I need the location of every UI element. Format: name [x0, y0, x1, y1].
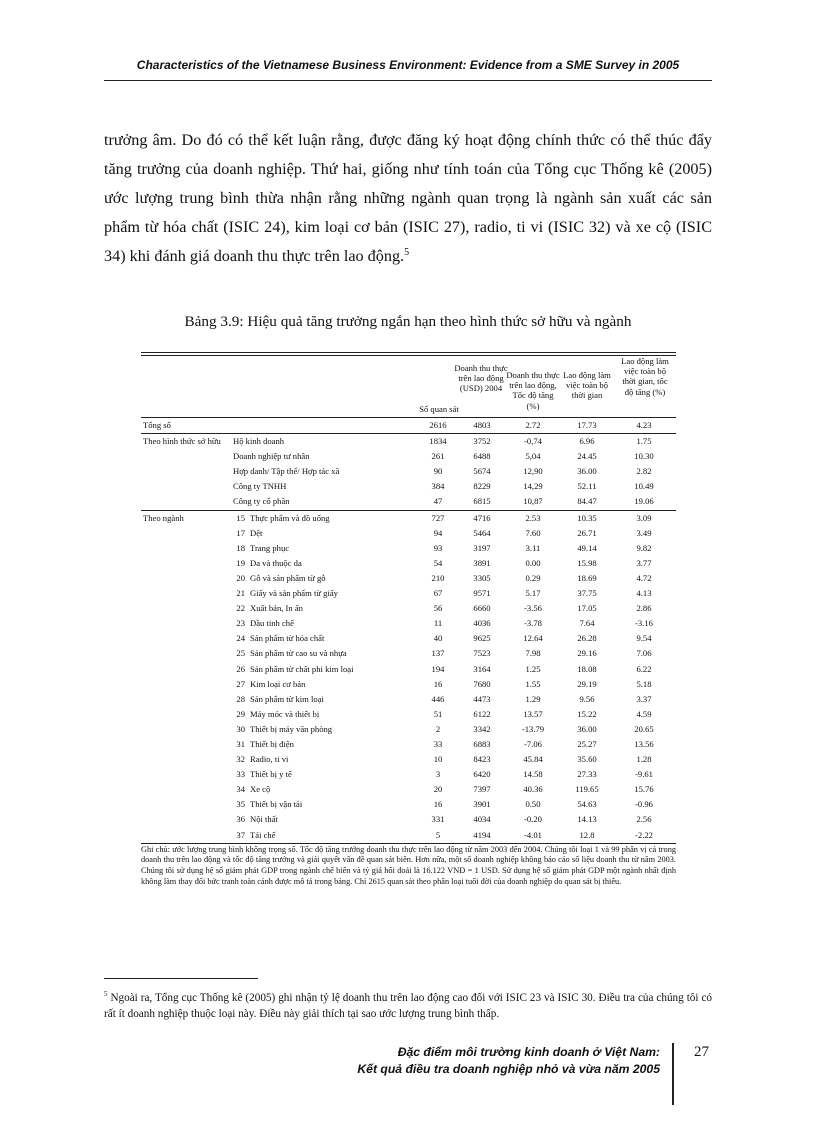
cell-rev: 3891: [473, 557, 491, 568]
cell-labor-growth: 5.18: [636, 678, 652, 689]
row-label: Máy móc và thiết bị: [250, 708, 320, 719]
table-row: [141, 737, 676, 752]
isic-code: 15: [236, 512, 245, 523]
table-row: [141, 449, 676, 464]
cell-rev: 3901: [473, 799, 491, 810]
table-top-rule: [141, 352, 676, 353]
cell-rev: 6815: [473, 496, 491, 507]
cell-rev: 4194: [473, 829, 491, 840]
header-rule: [104, 80, 712, 81]
cell-labor: 15.98: [577, 557, 597, 568]
row-label: Radio, ti vi: [250, 754, 289, 765]
running-footer: [300, 1044, 660, 1078]
cell-labor: 27.33: [577, 769, 597, 780]
table-row: [141, 722, 676, 737]
table-row: [141, 526, 676, 541]
cell-rev: 4803: [473, 420, 491, 430]
cell-labor-growth: 9.82: [636, 542, 652, 553]
cell-labor: 18.69: [577, 572, 597, 583]
cell-rev: 6660: [473, 603, 491, 614]
table-row: [141, 616, 676, 631]
cell-n: 94: [433, 527, 443, 538]
isic-code: 20: [236, 572, 245, 583]
cell-n: 5: [435, 829, 441, 840]
cell-n: 16: [433, 799, 443, 810]
cell-growth: -3.78: [524, 618, 542, 629]
cell-rev: 5674: [473, 466, 491, 477]
row-label: Trang phục: [250, 542, 290, 553]
isic-code: 31: [236, 738, 245, 749]
cell-n: 54: [433, 557, 443, 568]
cell-labor-growth: 10.30: [634, 451, 654, 462]
table-row: [141, 812, 676, 827]
cell-labor: 26.71: [577, 527, 597, 538]
cell-growth: -0.20: [524, 814, 542, 825]
row-label: Sản phẩm từ kim loại: [250, 693, 324, 704]
table-row: [141, 434, 676, 449]
cell-labor-growth: 1.28: [636, 754, 652, 765]
cell-n: 51: [433, 708, 443, 719]
cell-labor-growth: 15.76: [634, 784, 654, 795]
cell-rev: 6420: [473, 769, 491, 780]
cell-n: 194: [431, 663, 445, 674]
cell-labor: 15.22: [577, 708, 597, 719]
cell-rev: 5464: [473, 527, 491, 538]
table-row: [141, 556, 676, 571]
isic-code: 28: [236, 693, 245, 704]
footnote: [104, 991, 712, 1022]
cell-labor-growth: 3.09: [636, 512, 652, 523]
table-row: [141, 767, 676, 782]
table-row: [141, 464, 676, 479]
cell-n: 210: [431, 572, 445, 583]
cell-growth: 3.11: [525, 542, 541, 553]
cell-labor: 17.73: [577, 420, 597, 430]
header-labor-growth: Lao động làm việc toàn bộ thời gian, tốc độ tăng (%): [621, 356, 669, 397]
isic-code: 32: [236, 754, 245, 765]
cell-n: 20: [433, 784, 443, 795]
cell-growth: 10,87: [523, 496, 543, 507]
cell-n: 261: [431, 451, 445, 462]
cell-n: 1834: [429, 436, 447, 447]
cell-growth: 12,90: [523, 466, 543, 477]
row-label: Hợp danh/ Tập thể/ Hợp tác xã: [233, 466, 340, 477]
cell-labor-growth: 6.22: [636, 663, 652, 674]
cell-labor: 12.8: [579, 829, 595, 840]
cell-labor-growth: -2.22: [635, 829, 653, 840]
cell-labor-growth: -0.96: [635, 799, 653, 810]
page-number: 27: [694, 1044, 709, 1060]
cell-rev: 6488: [473, 451, 491, 462]
cell-growth: 0.29: [525, 572, 541, 583]
cell-rev: 4036: [473, 618, 491, 629]
header-labor-total: Lao động làm việc toàn bộ thời gian: [563, 370, 611, 401]
cell-labor-growth: 19.06: [634, 496, 654, 507]
header-rev-growth: Doanh thu thực trên lao động, Tốc độ tăng (%): [506, 370, 560, 411]
cell-rev: 8423: [473, 754, 491, 765]
row-label: Thiết bị điện: [250, 738, 294, 749]
cell-labor-growth: 9.54: [636, 633, 652, 644]
total-row: [141, 418, 676, 433]
cell-rev: 7397: [473, 784, 491, 795]
isic-code: 37: [236, 829, 245, 840]
cell-labor: 17.05: [577, 603, 597, 614]
running-header: Characteristics of the Vietnamese Business Environment: Evidence from a SME Survey in 2005: [136, 58, 680, 72]
cell-growth: -0,74: [524, 436, 542, 447]
cell-growth: 5,04: [525, 451, 541, 462]
isic-code: 21: [236, 588, 245, 599]
isic-code: 19: [236, 557, 245, 568]
row-label: Sản phẩm từ hóa chất: [250, 633, 325, 644]
cell-growth: 45.84: [523, 754, 543, 765]
table-row: [141, 479, 676, 494]
footnote-text: Ngoài ra, Tổng cục Thống kê (2005) ghi nhận tỷ lệ doanh thu trên lao động cao đối với ISIC 23 và ISIC 30. Điều tra của chúng tôi có rất ít doanh nghiệp thuộc loại này. Điều này giải thích tại sao ước lượng trung bình thấp.: [104, 992, 713, 1020]
cell-n: 56: [433, 603, 443, 614]
cell-labor-growth: 4.13: [636, 588, 652, 599]
cell-n: 10: [433, 754, 443, 765]
isic-code: 36: [236, 814, 245, 825]
cell-n: 11: [433, 618, 443, 629]
table-row: [141, 541, 676, 556]
row-label: Sản phẩm từ cao su và nhựa: [250, 648, 347, 659]
cell-labor-growth: 1.75: [636, 436, 652, 447]
cell-growth: 7.98: [525, 648, 541, 659]
group-label: Theo ngành: [143, 512, 184, 523]
cell-rev: 8229: [473, 481, 491, 492]
cell-n: 16: [433, 678, 443, 689]
cell-n: 384: [431, 481, 445, 492]
cell-growth: 1.55: [525, 678, 541, 689]
cell-rev: 7523: [473, 648, 491, 659]
cell-rev: 7680: [473, 678, 491, 689]
row-label: Xuất bản, In ấn: [250, 603, 303, 614]
isic-code: 25: [236, 648, 245, 659]
body-paragraph-text: trưởng âm. Do đó có thể kết luận rằng, được đăng ký hoạt động chính thức có thể thúc đẩy tăng trưởng của doanh nghiệp. Thứ hai, giống như tính toán của Tổng cục Thống kê (2005) ước lượng trung bình thừa nhận rằng những ngành quan trọng là ngành sản xuất các sản phẩm từ hóa chất (ISIC 24), kim loại cơ bản (ISIC 27), radio, ti vi (ISIC 32) và xe cộ (ISIC 34) khi đánh giá doanh thu thực trên lao động.: [104, 131, 712, 265]
cell-labor: 35.60: [577, 754, 597, 765]
cell-labor-growth: 13.56: [634, 738, 654, 749]
cell-n: 331: [431, 814, 445, 825]
cell-n: 90: [433, 466, 443, 477]
cell-rev: 3164: [473, 663, 491, 674]
table-row: [141, 646, 676, 661]
cell-n: 47: [433, 496, 443, 507]
isic-code: 18: [236, 542, 245, 553]
table-row: [141, 586, 676, 601]
cell-growth: 14.58: [523, 769, 543, 780]
cell-labor: 119.65: [575, 784, 599, 795]
footnote-ref[interactable]: 5: [404, 247, 410, 258]
cell-labor: 54.63: [577, 799, 597, 810]
cell-labor: 36.00: [577, 723, 597, 734]
table-row: [141, 782, 676, 797]
table-note: Ghi chú: ước lượng trung bình không trọng số. Tốc độ tăng trưởng doanh thu thực trên lao động từ năm 2003 đến 2004. Chúng tôi loại 1 và 99 phân vị cả trong doanh thu trên lao động và tốc độ tăng trưởng và giải quyết vấn đề quan sát biên. Hơn nữa, một số doanh nghiệp không báo cáo số liệu doanh thu từ năm 2003. Chúng tôi sử dụng hệ số giảm phát GDP trong ngành chế biến và tỷ giá hối đoái là 16.122 VNĐ = 1 USD. Sử dụng hệ số giảm phát GDP một ngành nhất định không làm thay đổi bức tranh toàn cảnh được mô tả trong bảng. Chỉ 2615 quan sát theo phân loại tuổi đời của doanh nghiệp do quan sát bị thiếu.: [141, 844, 676, 886]
row-label: Sản phẩm từ chất phi kim loại: [250, 663, 354, 674]
cell-labor: 10.35: [577, 512, 597, 523]
cell-labor: 26.28: [577, 633, 597, 644]
cell-rev: 4034: [473, 814, 491, 825]
cell-labor-growth: 2.82: [636, 466, 652, 477]
row-label: Nội thất: [250, 814, 278, 825]
table-row: [141, 662, 676, 677]
cell-rev: 4716: [473, 512, 491, 523]
cell-labor: 84.47: [577, 496, 597, 507]
cell-n: 2616: [429, 420, 447, 430]
footer-bar: [672, 1043, 674, 1105]
cell-labor: 7.64: [579, 618, 595, 629]
cell-labor: 37.75: [577, 588, 597, 599]
cell-growth: 7.60: [525, 527, 541, 538]
cell-labor-growth: 2.86: [636, 603, 652, 614]
row-label: Thiết bị y tế: [250, 769, 292, 780]
cell-labor: 14.13: [577, 814, 597, 825]
isic-code: 23: [236, 618, 245, 629]
cell-n: 3: [435, 769, 441, 780]
cell-labor-growth: 3.49: [636, 527, 652, 538]
table-bottom-rule: [141, 843, 676, 844]
cell-rev: 6122: [473, 708, 491, 719]
cell-labor-growth: -9.61: [635, 769, 653, 780]
cell-growth: -4.01: [524, 829, 542, 840]
cell-labor-growth: -3.16: [635, 618, 653, 629]
cell-rev: 3342: [473, 723, 491, 734]
cell-growth: 2.72: [525, 420, 541, 430]
header-n-obs: Số quan sát: [419, 404, 459, 414]
isic-code: 30: [236, 723, 245, 734]
footnote-rule: [104, 978, 258, 979]
cell-labor: 49.14: [577, 542, 597, 553]
cell-rev: 4473: [473, 693, 491, 704]
cell-rev: 3752: [473, 436, 491, 447]
row-label: Gỗ và sản phẩm từ gỗ: [250, 572, 326, 583]
body-paragraph: [104, 126, 712, 271]
cell-rev: 9625: [473, 633, 491, 644]
cell-n: 137: [431, 648, 445, 659]
header-rev-per-worker: Doanh thu thực trên lao động (USD) 2004: [454, 363, 508, 394]
cell-labor-growth: 7.06: [636, 648, 652, 659]
cell-rev: 6883: [473, 738, 491, 749]
cell-rev: 3197: [473, 542, 491, 553]
cell-labor: 29.16: [577, 648, 597, 659]
cell-labor: 25.27: [577, 738, 597, 749]
table-caption: Bảng 3.9: Hiệu quả tăng trưởng ngắn hạn theo hình thức sở hữu và ngành: [184, 313, 632, 330]
cell-growth: 0.00: [525, 557, 541, 568]
cell-growth: 14,29: [523, 481, 543, 492]
cell-rev: 3305: [473, 572, 491, 583]
cell-growth: 0.50: [525, 799, 541, 810]
cell-labor: 9.56: [579, 693, 595, 704]
footer-line-1: Đặc điểm môi trường kinh doanh ở Việt Nam:: [397, 1045, 660, 1059]
row-label: Công ty TNHH: [233, 481, 287, 492]
cell-labor: 6.96: [579, 436, 595, 447]
row-label: Xe cộ: [250, 784, 271, 795]
footnote-number: 5: [104, 990, 108, 998]
cell-labor-growth: 4.23: [636, 420, 652, 430]
table-row: [141, 707, 676, 722]
cell-labor-growth: 3.77: [636, 557, 652, 568]
cell-growth: -3.56: [524, 603, 542, 614]
group-label: Theo hình thức sở hữu: [143, 436, 221, 447]
row-label: Thực phẩm và đồ uống: [250, 512, 330, 523]
cell-n: 446: [431, 693, 445, 704]
isic-code: 24: [236, 633, 245, 644]
table-row: [141, 828, 676, 843]
table-row: [141, 752, 676, 767]
row-label: Hộ kinh doanh: [233, 436, 285, 447]
isic-code: 29: [236, 708, 245, 719]
cell-growth: 2.53: [525, 512, 541, 523]
isic-code: 33: [236, 769, 245, 780]
cell-growth: 13.57: [523, 708, 543, 719]
table-row: [141, 677, 676, 692]
table-row: [141, 601, 676, 616]
cell-labor-growth: 20.65: [634, 723, 654, 734]
cell-growth: 1.25: [525, 663, 541, 674]
row-label: Doanh nghiệp tư nhân: [233, 451, 310, 462]
row-label: Công ty cổ phần: [233, 496, 290, 507]
cell-n: 727: [431, 512, 445, 523]
isic-code: 27: [236, 678, 245, 689]
cell-n: 67: [433, 588, 443, 599]
row-label: Dệt: [250, 527, 263, 538]
cell-labor: 24.45: [577, 451, 597, 462]
row-label: Giấy và sản phẩm từ giấy: [250, 588, 338, 599]
total-label: Tổng số: [143, 420, 171, 430]
cell-n: 33: [433, 738, 443, 749]
ownership-section: [141, 434, 676, 509]
table-row: [141, 494, 676, 509]
table-row: [141, 511, 676, 526]
cell-growth: 12.64: [523, 633, 543, 644]
table-row: [141, 571, 676, 586]
cell-labor-growth: 10.49: [634, 481, 654, 492]
cell-rev: 9571: [473, 588, 491, 599]
row-label: Thiết bị vận tải: [250, 799, 303, 810]
footer-line-2: Kết quả điều tra doanh nghiệp nhỏ và vừa năm 2005: [357, 1062, 660, 1076]
isic-code: 22: [236, 603, 245, 614]
table-row: [141, 797, 676, 812]
isic-code: 34: [236, 784, 245, 795]
cell-growth: 1.29: [525, 693, 541, 704]
isic-code: 17: [236, 527, 245, 538]
cell-labor-growth: 4.72: [636, 572, 652, 583]
isic-code: 35: [236, 799, 245, 810]
row-label: Da và thuộc da: [250, 557, 302, 568]
cell-labor: 36.00: [577, 466, 597, 477]
cell-labor: 18.08: [577, 663, 597, 674]
table-row: [141, 692, 676, 707]
table-header: [141, 356, 676, 417]
cell-growth: -13.79: [521, 723, 545, 734]
cell-labor-growth: 2.56: [636, 814, 652, 825]
cell-labor-growth: 4.59: [636, 708, 652, 719]
isic-code: 26: [236, 663, 245, 674]
industry-section: [141, 511, 676, 843]
row-label: Kim loại cơ bản: [250, 678, 306, 689]
cell-growth: 40.36: [523, 784, 543, 795]
cell-growth: 5.17: [525, 588, 541, 599]
cell-labor-growth: 3.37: [636, 693, 652, 704]
cell-n: 2: [435, 723, 441, 734]
cell-labor: 29.19: [577, 678, 597, 689]
row-label: Tái chế: [250, 829, 276, 840]
cell-labor: 52.11: [577, 481, 597, 492]
cell-n: 93: [433, 542, 443, 553]
results-table: [141, 352, 676, 887]
cell-n: 40: [433, 633, 443, 644]
row-label: Thiết bị máy văn phòng: [250, 723, 333, 734]
row-label: Dầu tinh chế: [250, 618, 294, 629]
table-row: [141, 631, 676, 646]
cell-growth: -7.06: [524, 738, 542, 749]
